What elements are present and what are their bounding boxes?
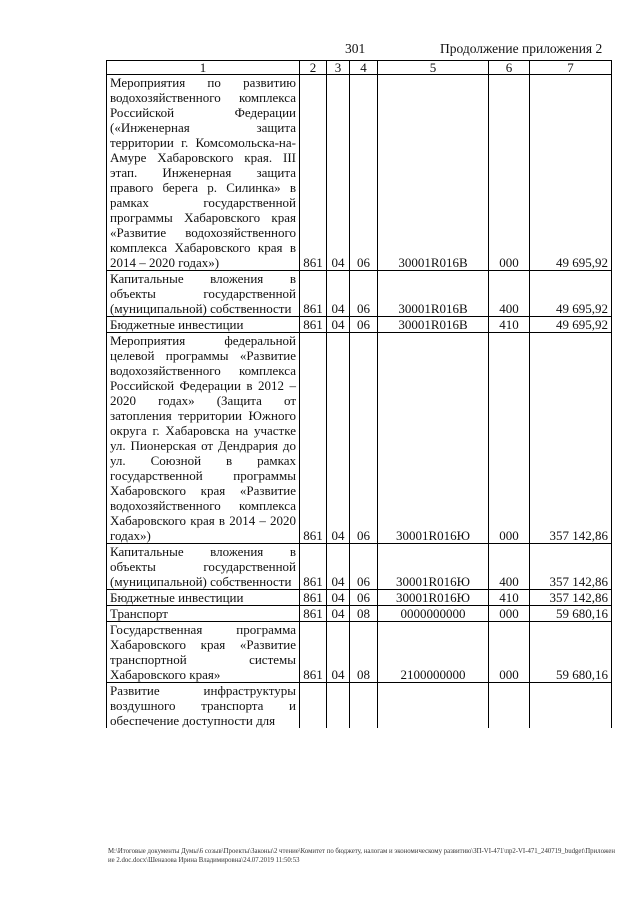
cell-pr: 06 <box>350 317 378 333</box>
table-row <box>107 333 612 544</box>
column-header: 7 <box>530 61 612 75</box>
table-row <box>107 683 612 729</box>
cell-ved: 861 <box>300 75 327 271</box>
table-row <box>107 317 612 333</box>
row-name: Бюджетные инвестиции <box>107 590 300 606</box>
table-header-row <box>107 61 612 75</box>
row-name: Капитальные вложения в объекты государственной (муниципальной) собственности <box>107 544 300 590</box>
column-header: 2 <box>300 61 327 75</box>
cell-csr: 30001R016Ю <box>378 333 489 544</box>
column-header: 1 <box>107 61 300 75</box>
column-header: 3 <box>327 61 350 75</box>
table-row <box>107 622 612 683</box>
cell-ved: 861 <box>300 317 327 333</box>
cell-ved: 861 <box>300 544 327 590</box>
cell-sum: 357 142,86 <box>530 333 612 544</box>
cell-csr: 30001R016Ю <box>378 544 489 590</box>
cell-vr: 000 <box>489 333 530 544</box>
cell-pr: 06 <box>350 333 378 544</box>
cell-rz: 04 <box>327 606 350 622</box>
cell-sum: 49 695,92 <box>530 271 612 317</box>
cell-csr: 30001R016В <box>378 317 489 333</box>
cell-sum <box>530 683 612 729</box>
cell-vr: 400 <box>489 544 530 590</box>
cell-rz: 04 <box>327 317 350 333</box>
cell-ved: 861 <box>300 271 327 317</box>
column-header: 6 <box>489 61 530 75</box>
row-name: Бюджетные инвестиции <box>107 317 300 333</box>
cell-pr: 08 <box>350 622 378 683</box>
cell-sum: 357 142,86 <box>530 544 612 590</box>
cell-ved: 861 <box>300 606 327 622</box>
cell-ved: 861 <box>300 590 327 606</box>
cell-csr: 0000000000 <box>378 606 489 622</box>
continuation-label: Продолжение приложения 2 <box>440 41 603 56</box>
row-name: Государственная программа Хабаровского края «Развитие транспортной системы Хабаровского края» <box>107 622 300 683</box>
row-name: Мероприятия федеральной целевой программы «Развитие водохозяйственного комплекса Российской Федерации в 2012 – 2020 годах» (Защита от затопления территории Южного округа г. Хабаровска на участке ул. Пионерская от Дендрария до ул. Союзной в рамках государственной программы Хабаровского края «Развитие водохозяйственного комплекса Хабаровского края в 2014 – 2020 годах») <box>107 333 300 544</box>
cell-rz: 04 <box>327 333 350 544</box>
cell-vr: 000 <box>489 622 530 683</box>
column-header: 4 <box>350 61 378 75</box>
budget-table <box>106 60 612 728</box>
cell-pr <box>350 683 378 729</box>
cell-pr: 08 <box>350 606 378 622</box>
cell-rz: 04 <box>327 271 350 317</box>
cell-rz: 04 <box>327 75 350 271</box>
column-header: 5 <box>378 61 489 75</box>
cell-rz: 04 <box>327 544 350 590</box>
cell-csr <box>378 683 489 729</box>
cell-rz: 04 <box>327 590 350 606</box>
cell-ved: 861 <box>300 622 327 683</box>
table-row <box>107 590 612 606</box>
cell-sum: 49 695,92 <box>530 75 612 271</box>
cell-vr <box>489 683 530 729</box>
cell-ved: 861 <box>300 333 327 544</box>
cell-ved <box>300 683 327 729</box>
cell-pr: 06 <box>350 75 378 271</box>
cell-csr: 30001R016Ю <box>378 590 489 606</box>
cell-sum: 59 680,16 <box>530 606 612 622</box>
table-row <box>107 75 612 271</box>
cell-pr: 06 <box>350 590 378 606</box>
cell-rz <box>327 683 350 729</box>
cell-csr: 2100000000 <box>378 622 489 683</box>
cell-vr: 400 <box>489 271 530 317</box>
cell-sum: 49 695,92 <box>530 317 612 333</box>
cell-vr: 000 <box>489 75 530 271</box>
cell-vr: 410 <box>489 317 530 333</box>
cell-sum: 357 142,86 <box>530 590 612 606</box>
footer-file-path: M:\Итоговые документы Думы\6 созыв\Проекты\Законы\2 чтение\Комитет по бюджету, налогам и экономическому развитию\ЗП-VI-471\пр2-VI-471_240719_budget\Приложение 2.doc.docx\Шеназова Ирина Владимировна\24.07.2019 11:50:53 <box>108 848 616 864</box>
cell-csr: 30001R016В <box>378 75 489 271</box>
table-row <box>107 606 612 622</box>
table-row <box>107 544 612 590</box>
cell-pr: 06 <box>350 271 378 317</box>
cell-pr: 06 <box>350 544 378 590</box>
row-name: Транспорт <box>107 606 300 622</box>
cell-rz: 04 <box>327 622 350 683</box>
cell-sum: 59 680,16 <box>530 622 612 683</box>
row-name: Развитие инфраструктуры воздушного транспорта и обеспечение доступности для <box>107 683 300 729</box>
cell-vr: 000 <box>489 606 530 622</box>
table-row <box>107 271 612 317</box>
cell-csr: 30001R016В <box>378 271 489 317</box>
row-name: Мероприятия по развитию водохозяйственного комплекса Российской Федерации («Инженерная защита территории г. Комсомольска-на-Амуре Хабаровского края. III этап. Инженерная защита правого берега р. Силинка» в рамках государственной программы Хабаровского края «Развитие водохозяйственного комплекса Хабаровского края в 2014 – 2020 годах») <box>107 75 300 271</box>
row-name: Капитальные вложения в объекты государственной (муниципальной) собственности <box>107 271 300 317</box>
cell-vr: 410 <box>489 590 530 606</box>
page-number: 301 <box>345 41 366 56</box>
